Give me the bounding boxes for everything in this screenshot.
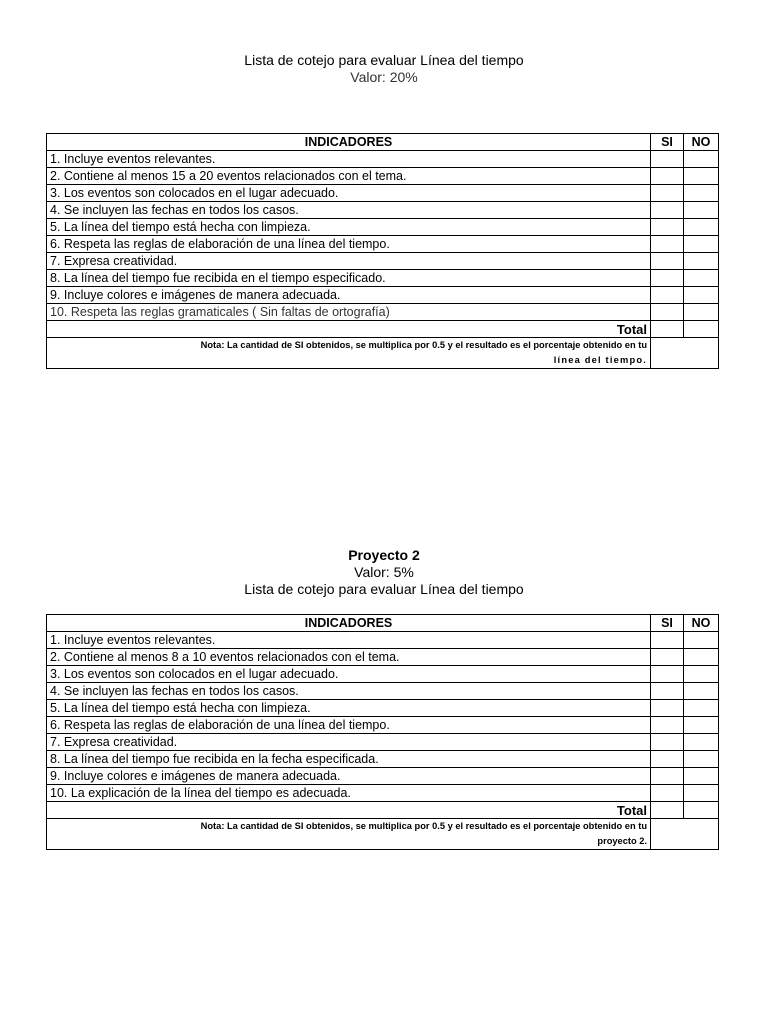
si-cell [651,785,684,802]
no-cell [684,185,719,202]
indicator-text: 1. Incluye eventos relevantes. [47,151,651,168]
nota-text: Nota: La cantidad de SI obtenidos, se multiplica por 0.5 y el resultado es el porcentaje obtenido en tu [200,821,647,831]
indicator-text: 2. Contiene al menos 8 a 10 eventos relacionados con el tema. [47,649,651,666]
header-si: SI [651,134,684,151]
indicator-text: 1. Incluye eventos relevantes. [47,632,651,649]
si-cell [651,683,684,700]
table-row [47,287,719,304]
no-cell [684,202,719,219]
si-cell [651,768,684,785]
no-cell [684,168,719,185]
header-indicadores: INDICADORES [47,615,651,632]
table-row [47,785,719,802]
table-row [47,168,719,185]
si-cell [651,287,684,304]
checklist2-table [46,614,719,850]
nota-end-text: línea del tiempo. [553,355,647,365]
total-si-cell [651,802,684,819]
no-cell [684,785,719,802]
no-cell [684,151,719,168]
si-cell [651,666,684,683]
table-row [47,632,719,649]
no-cell [684,236,719,253]
nota-cell [47,819,651,850]
si-cell [651,304,684,321]
indicator-text: 5. La línea del tiempo está hecha con limpieza. [47,219,651,236]
indicator-text: 3. Los eventos son colocados en el lugar adecuado. [47,666,651,683]
no-cell [684,683,719,700]
indicator-text: 10. La explicación de la línea del tiempo es adecuada. [47,785,651,802]
no-cell [684,253,719,270]
si-cell [651,649,684,666]
total-row [47,321,719,338]
indicator-text: 6. Respeta las reglas de elaboración de una línea del tiempo. [47,717,651,734]
header-si: SI [651,615,684,632]
table-row [47,270,719,287]
indicator-text: 2. Contiene al menos 15 a 20 eventos relacionados con el tema. [47,168,651,185]
no-cell [684,751,719,768]
table-header-row [47,615,719,632]
nota-row [47,338,719,369]
no-cell [684,700,719,717]
indicator-text: 7. Expresa creatividad. [47,253,651,270]
table-row [47,734,719,751]
indicator-text: 8. La línea del tiempo fue recibida en la fecha especificada. [47,751,651,768]
total-si-cell [651,321,684,338]
table-row [47,185,719,202]
nota-text: Nota: La cantidad de SI obtenidos, se multiplica por 0.5 y el resultado es el porcentaje obtenido en tu [200,340,647,350]
indicator-text: 9. Incluye colores e imágenes de manera adecuada. [47,287,651,304]
nota-end-text: proyecto 2. [597,836,647,846]
total-no-cell [684,802,719,819]
total-no-cell [684,321,719,338]
si-cell [651,219,684,236]
no-cell [684,219,719,236]
si-cell [651,236,684,253]
indicator-text: 9. Incluye colores e imágenes de manera adecuada. [47,768,651,785]
si-cell [651,151,684,168]
si-cell [651,253,684,270]
header-no: NO [684,615,719,632]
si-cell [651,168,684,185]
checklist1-value: Valor: 20% [350,69,418,85]
no-cell [684,632,719,649]
indicator-text: 7. Expresa creatividad. [47,734,651,751]
nota-score-cell [651,819,719,850]
checklist1-table [46,133,719,369]
table-row [47,768,719,785]
checklist2-project: Proyecto 2 [348,547,420,563]
no-cell [684,287,719,304]
table-row [47,751,719,768]
no-cell [684,270,719,287]
si-cell [651,185,684,202]
si-cell [651,700,684,717]
indicator-text: 4. Se incluyen las fechas en todos los casos. [47,683,651,700]
table-row [47,253,719,270]
no-cell [684,304,719,321]
si-cell [651,270,684,287]
checklist1-heading [0,52,768,86]
no-cell [684,717,719,734]
table-row [47,304,719,321]
indicator-text: 6. Respeta las reglas de elaboración de una línea del tiempo. [47,236,651,253]
nota-cell [47,338,651,369]
indicator-text: 3. Los eventos son colocados en el lugar adecuado. [47,185,651,202]
table-row [47,700,719,717]
table-row [47,649,719,666]
table-row [47,236,719,253]
si-cell [651,202,684,219]
nota-score-cell [651,338,719,369]
si-cell [651,751,684,768]
no-cell [684,768,719,785]
table-header-row [47,134,719,151]
indicator-text: 10. Respeta las reglas gramaticales ( Sin faltas de ortografía) [47,304,651,321]
checklist2-heading [0,547,768,598]
table-row [47,683,719,700]
table-row [47,717,719,734]
si-cell [651,734,684,751]
table-row [47,151,719,168]
total-label: Total [47,321,651,338]
checklist2-title: Lista de cotejo para evaluar Línea del tiempo [244,581,524,597]
no-cell [684,666,719,683]
indicator-text: 8. La línea del tiempo fue recibida en el tiempo especificado. [47,270,651,287]
table-row [47,219,719,236]
no-cell [684,649,719,666]
indicator-text: 5. La línea del tiempo está hecha con limpieza. [47,700,651,717]
table-row [47,202,719,219]
si-cell [651,717,684,734]
nota-row [47,819,719,850]
indicator-text: 4. Se incluyen las fechas en todos los casos. [47,202,651,219]
header-indicadores: INDICADORES [47,134,651,151]
checklist1-title: Lista de cotejo para evaluar Línea del tiempo [244,52,524,68]
total-row [47,802,719,819]
header-no: NO [684,134,719,151]
total-label: Total [47,802,651,819]
si-cell [651,632,684,649]
no-cell [684,734,719,751]
table-row [47,666,719,683]
checklist2-value: Valor: 5% [354,564,414,580]
